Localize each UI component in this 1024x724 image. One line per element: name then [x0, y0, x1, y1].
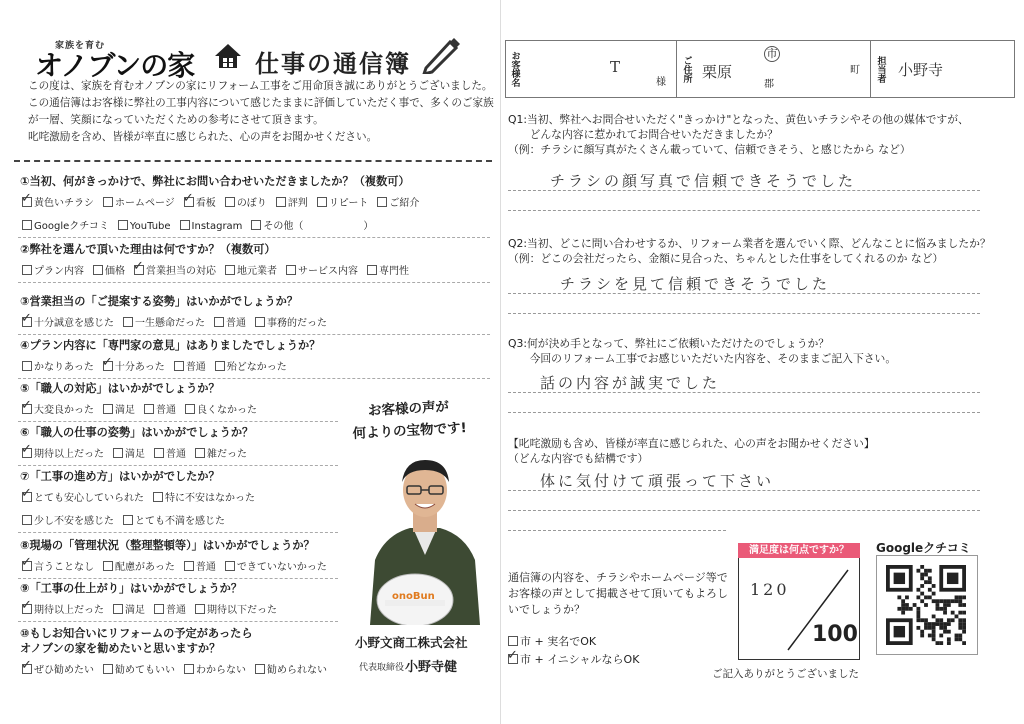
option-checkbox[interactable]: [154, 601, 186, 616]
representative-title: 代表取締役: [359, 663, 405, 673]
option-checkbox[interactable]: [22, 601, 104, 616]
satisfaction-max: 100: [812, 622, 858, 647]
question-4-options-row: [22, 358, 296, 373]
question-divider: [18, 378, 490, 379]
option-label: 期待以上だった: [34, 605, 104, 616]
option-checkbox[interactable]: [118, 220, 171, 232]
option-label: 一生懸命だった: [135, 318, 205, 329]
option-label: 普通: [166, 605, 186, 616]
option-checkbox[interactable]: [184, 558, 216, 573]
question-divider: [18, 334, 490, 335]
option-checkbox[interactable]: [103, 358, 165, 373]
q3-line-1: [508, 392, 980, 393]
voice-line-3: [508, 530, 726, 531]
checkbox-icon[interactable]: [255, 317, 265, 327]
option-checkbox[interactable]: [195, 601, 277, 616]
publish-option-real-name-checkbox[interactable]: [508, 636, 518, 646]
q1-line-2: [508, 210, 980, 211]
option-checkbox[interactable]: [22, 401, 94, 416]
question-5-label: ⑤「職人の対応」はいかがでしょうか？: [20, 382, 220, 395]
question-divider: [18, 532, 338, 533]
option-label: Instagram: [191, 221, 243, 232]
question-divider: [18, 465, 338, 466]
option-checkbox[interactable]: [22, 558, 94, 573]
question-2-label: ②弊社を選んで頂いた理由は何ですか？（複数可）: [20, 243, 276, 256]
option-checkbox[interactable]: [225, 262, 277, 277]
checkbox-icon[interactable]: [22, 448, 32, 458]
pen-icon: [420, 34, 462, 74]
checkbox-icon[interactable]: [144, 404, 154, 414]
option-label: 普通: [195, 562, 216, 573]
option-label: 言うことなし: [34, 562, 94, 573]
checkbox-icon[interactable]: [153, 492, 163, 502]
google-review-label: Googleクチコミ: [876, 541, 971, 555]
staff-label: 担当者: [870, 41, 889, 97]
option-label: とても安心していられた: [34, 493, 144, 504]
checkbox-icon[interactable]: [103, 197, 113, 207]
option-checkbox[interactable]: [22, 489, 144, 504]
checkbox-icon[interactable]: [113, 448, 123, 458]
question-1-options-row: [22, 194, 428, 209]
option-checkbox[interactable]: [225, 558, 327, 573]
thanks-text: ご記入ありがとうございました: [712, 668, 859, 680]
option-checkbox[interactable]: [22, 217, 109, 232]
option-label: 配慮があった: [115, 562, 175, 573]
address-label: ご住所: [676, 41, 695, 97]
q1-text: Q1:当初、弊社へお問合せいただく"きっかけ"となった、黄色いチラシやその他の媒体ですが、 どんな内容に惹かれてお問合せいただきましたか？ （例：チラシに顔写真がたくさん載っていて、信頼できそう、と感じたから など）: [508, 113, 969, 156]
brand-name: オノブンの家: [35, 49, 195, 82]
checkbox-icon[interactable]: [225, 561, 235, 571]
option-label: 事務的だった: [267, 318, 327, 329]
q3-text: Q3:何が決め手となって、弊社にご依頼いただけたのでしょうか？ 今回のリフォーム工事でお感じいただいた内容を、そのままご記入下さい。: [508, 337, 897, 365]
question-10-options-row: [22, 661, 336, 676]
q2-line-2: [508, 313, 980, 314]
option-label: 殆どなかった: [226, 362, 287, 373]
checkbox-icon[interactable]: [22, 515, 32, 525]
option-label: ご紹介: [389, 198, 420, 209]
option-checkbox[interactable]: [22, 262, 84, 277]
option-checkbox[interactable]: [144, 401, 176, 416]
checkbox-icon[interactable]: [118, 220, 128, 230]
option-label: かなりあった: [34, 362, 94, 373]
checkbox-icon[interactable]: [215, 361, 225, 371]
option-label: とても不満を感じた: [135, 516, 225, 527]
checkbox-icon[interactable]: [22, 361, 32, 371]
gun-label: 郡: [764, 79, 774, 90]
option-checkbox[interactable]: [214, 314, 246, 329]
cho-label: 町: [850, 65, 860, 76]
checkbox-icon[interactable]: [174, 361, 184, 371]
checkbox-icon[interactable]: [251, 220, 261, 230]
option-label: のぼり: [236, 198, 267, 209]
sama-suffix: 様: [656, 77, 666, 88]
satisfaction-score[interactable]: 120: [750, 580, 790, 599]
checkbox-icon[interactable]: [22, 317, 32, 327]
option-checkbox[interactable]: [103, 558, 175, 573]
option-label: 評判: [287, 198, 308, 209]
page-title: 仕事の通信簿: [255, 50, 411, 78]
q1-line-1: [508, 190, 980, 191]
option-label: できていないかった: [236, 562, 327, 573]
option-checkbox[interactable]: [134, 262, 216, 277]
customer-name-value[interactable]: T: [610, 58, 621, 76]
option-label: ぜひ勧めたい: [34, 665, 94, 676]
checkbox-icon[interactable]: [184, 197, 194, 207]
question-4-label: ④プラン内容に「専門家の意見」はありましたでしょうか？: [20, 339, 321, 352]
option-label: 看板: [195, 198, 216, 209]
checkbox-icon[interactable]: [377, 197, 387, 207]
customer-label: お客様名: [509, 51, 520, 87]
checkbox-icon[interactable]: [123, 317, 133, 327]
option-checkbox[interactable]: [180, 220, 243, 232]
option-label: 大変良かった: [34, 405, 94, 416]
checkbox-icon[interactable]: [225, 265, 235, 275]
checkbox-icon[interactable]: [184, 561, 194, 571]
q2-line-1: [508, 293, 980, 294]
checkbox-icon[interactable]: [286, 265, 296, 275]
q1-answer[interactable]: チラシの顔写真で信頼できそうでした: [550, 172, 857, 190]
checkbox-icon[interactable]: [22, 265, 32, 275]
option-label: ホームページ: [115, 198, 175, 209]
satisfaction-label: 満足度は何点ですか？: [738, 543, 860, 558]
checkbox-icon[interactable]: [22, 664, 32, 674]
question-divider: [18, 578, 338, 579]
option-label: 営業担当の対応: [146, 266, 216, 277]
option-label: 普通: [156, 405, 176, 416]
brand-tagline: 家族を育む: [55, 41, 106, 51]
option-checkbox[interactable]: [123, 314, 205, 329]
publish-consent-text: 通信簿の内容を、チラシやホームページ等でお客様の声として掲載させて頂いてもよろしいでしょうか？: [508, 571, 728, 616]
checkbox-icon[interactable]: [22, 220, 32, 230]
question-1-options-row: [22, 217, 382, 232]
option-checkbox[interactable]: [154, 445, 186, 460]
question-divider: [18, 237, 490, 238]
checkbox-icon[interactable]: [195, 448, 205, 458]
question-1-label: ①当初、何がきっかけで、弊社にお問い合わせいただきましたか？（複数可）: [20, 175, 410, 188]
voice-line-2: [508, 510, 980, 511]
qr-code-icon[interactable]: [886, 565, 966, 645]
option-checkbox[interactable]: [22, 445, 104, 460]
option-checkbox[interactable]: [184, 661, 246, 676]
option-checkbox[interactable]: [22, 194, 94, 209]
option-checkbox[interactable]: [255, 314, 327, 329]
question-6-options-row: [22, 445, 256, 460]
option-checkbox[interactable]: [185, 401, 257, 416]
option-label: 普通: [185, 362, 206, 373]
checkbox-icon[interactable]: [103, 361, 113, 371]
option-checkbox[interactable]: [113, 445, 145, 460]
option-checkbox[interactable]: [255, 661, 327, 676]
question-2-options-row: [22, 262, 418, 277]
option-checkbox[interactable]: [377, 194, 419, 209]
option-label: 満足: [125, 449, 145, 460]
option-checkbox[interactable]: [276, 194, 308, 209]
voice-text: 【叱咤激励も含め、皆様が率直に感じられた、心の声をお聞かせください】 （どんな内容でも結構です）: [508, 437, 875, 465]
checkbox-icon[interactable]: [22, 604, 32, 614]
question-3-label: ③営業担当の「ご提案する姿勢」はいかがでしょうか？: [20, 295, 298, 308]
checkbox-icon[interactable]: [255, 664, 265, 674]
fold-line: [500, 0, 501, 724]
option-checkbox[interactable]: [225, 194, 267, 209]
option-label: 十分あった: [114, 362, 165, 373]
intro-text: この度は、家族を育むオノブンの家にリフォーム工事をご用命頂き誠にありがとうございました。この通信簿はお客様に弊社の工事内容について感じたままに評価していただく事で、多くのご家族が一層、笑顔になっていただくための参考にさせて頂きます。 叱咤激励を含め、皆様が率直に感じられた、心の声をお聞かせください。: [28, 80, 494, 143]
checkbox-icon[interactable]: [22, 197, 32, 207]
checkbox-icon[interactable]: [180, 220, 190, 230]
option-checkbox[interactable]: [113, 601, 145, 616]
checkbox-icon[interactable]: [317, 197, 327, 207]
checkbox-icon[interactable]: [103, 561, 113, 571]
question-8-label: ⑧現場の「管理状況（整理整頓等）」はいかがでしょうか？: [20, 539, 315, 552]
option-checkbox[interactable]: [22, 661, 94, 676]
publish-option-initial-checkbox[interactable]: [508, 654, 518, 664]
house-icon: [213, 42, 243, 70]
option-label: 特に不安はなかった: [165, 493, 255, 504]
publish-option-initial[interactable]: ✓市 + イニシャルならOK: [508, 651, 639, 667]
question-9-label: ⑨「工事の仕上がり」はいかがでしょうか？: [20, 582, 243, 595]
intro-divider: [14, 160, 492, 162]
q3-line-2: [508, 412, 980, 413]
q2-answer[interactable]: チラシを見て信頼できそうでした: [560, 275, 831, 293]
checkbox-icon[interactable]: [367, 265, 377, 275]
option-label: わからない: [196, 665, 246, 676]
question-10-label: ⑩もしお知合いにリフォームの予定があったら オノブンの家を勧めたいと思いますか？: [20, 627, 253, 655]
question-divider: [18, 621, 338, 622]
address-handwriting[interactable]: 栗原: [702, 63, 733, 81]
checkbox-icon[interactable]: [195, 604, 205, 614]
option-label: 良くなかった: [197, 405, 257, 416]
question-7-options-row: [22, 489, 264, 504]
checkbox-icon[interactable]: [103, 664, 113, 674]
option-checkbox[interactable]: [317, 194, 369, 209]
checkbox-icon[interactable]: [103, 404, 113, 414]
checkbox-icon[interactable]: [154, 604, 164, 614]
option-checkbox[interactable]: [215, 358, 287, 373]
option-label: サービス内容: [298, 266, 358, 277]
checkbox-icon[interactable]: [22, 404, 32, 414]
option-label: 満足: [115, 405, 135, 416]
question-7-options-row: [22, 512, 234, 527]
checkbox-icon[interactable]: [214, 317, 224, 327]
option-label: 勧めてもいい: [115, 665, 175, 676]
checkbox-icon[interactable]: [113, 604, 123, 614]
q3-answer[interactable]: 話の内容が誠実でした: [540, 374, 721, 392]
question-8-options-row: [22, 558, 336, 573]
helmet-logo-text: onoBun: [392, 591, 435, 602]
checkbox-icon[interactable]: [185, 404, 195, 414]
option-checkbox[interactable]: [103, 401, 135, 416]
option-label: YouTube: [129, 221, 171, 232]
option-label: 満足: [125, 605, 145, 616]
option-checkbox[interactable]: [195, 445, 247, 460]
checkbox-icon[interactable]: [276, 197, 286, 207]
city-label-circled: 市: [764, 46, 780, 62]
option-label: 期待以上だった: [34, 449, 104, 460]
checkbox-icon[interactable]: [184, 664, 194, 674]
staff-handwriting[interactable]: 小野寺: [898, 61, 944, 79]
option-label: プラン内容: [34, 266, 84, 277]
option-label: その他（ ）: [263, 221, 374, 232]
question-5-options-row: [22, 401, 266, 416]
option-label: 雑だった: [207, 449, 247, 460]
option-checkbox[interactable]: [22, 314, 114, 329]
option-label: 期待以下だった: [207, 605, 277, 616]
question-7-label: ⑦「工事の進め方」はいかがでしたか？: [20, 470, 220, 483]
checkbox-icon[interactable]: [134, 265, 144, 275]
publish-option-real-name[interactable]: 市 + 実名でOK: [508, 633, 596, 649]
option-checkbox[interactable]: [251, 217, 373, 232]
company-name: 小野文商工株式会社: [355, 635, 468, 650]
question-divider: [18, 282, 490, 283]
option-checkbox[interactable]: [93, 262, 125, 277]
option-label: Googleクチコミ: [34, 221, 109, 232]
option-label: 価格: [105, 266, 125, 277]
option-label: 十分誠意を感じた: [34, 318, 114, 329]
checkbox-icon[interactable]: [22, 561, 32, 571]
checkbox-icon[interactable]: [225, 197, 235, 207]
option-label: 少し不安を感じた: [34, 516, 114, 527]
option-checkbox[interactable]: [123, 512, 225, 527]
option-label: 勧められない: [267, 665, 327, 676]
question-divider: [18, 421, 338, 422]
question-6-label: ⑥「職人の仕事の姿勢」はいかがでしょうか？: [20, 426, 254, 439]
option-checkbox[interactable]: [22, 358, 94, 373]
option-checkbox[interactable]: [153, 489, 255, 504]
option-label: 普通: [226, 318, 246, 329]
question-3-options-row: [22, 314, 336, 329]
option-checkbox[interactable]: [174, 358, 206, 373]
option-checkbox[interactable]: [184, 194, 216, 209]
q2-text: Q2:当初、どこに問い合わせするか、リフォーム業者を選んでいく際、どんなことに悩みましたか？ （例：どこの会社だったら、金額に見合った、ちゃんとした仕事をしてくれるのか など）: [508, 237, 991, 265]
option-label: 普通: [166, 449, 186, 460]
option-checkbox[interactable]: [367, 262, 409, 277]
option-checkbox[interactable]: [103, 661, 175, 676]
checkbox-icon[interactable]: [123, 515, 133, 525]
checkbox-icon[interactable]: [22, 492, 32, 502]
option-checkbox[interactable]: [103, 194, 175, 209]
checkbox-icon[interactable]: [154, 448, 164, 458]
voice-line-1: [508, 490, 980, 491]
option-label: 専門性: [379, 266, 409, 277]
customer-info-table: [505, 40, 1015, 98]
option-label: 黄色いチラシ: [34, 198, 94, 209]
checkbox-icon[interactable]: [93, 265, 103, 275]
representative-name: 小野寺健: [405, 660, 458, 675]
option-label: 地元業者: [237, 266, 277, 277]
voice-answer[interactable]: 体に気付けて頑張って下さい: [540, 472, 775, 490]
customer-voice-quote: お客様の声が 何よりの宝物です!: [352, 398, 468, 442]
option-label: リピート: [328, 198, 369, 209]
question-9-options-row: [22, 601, 286, 616]
option-checkbox[interactable]: [22, 512, 114, 527]
option-checkbox[interactable]: [286, 262, 358, 277]
